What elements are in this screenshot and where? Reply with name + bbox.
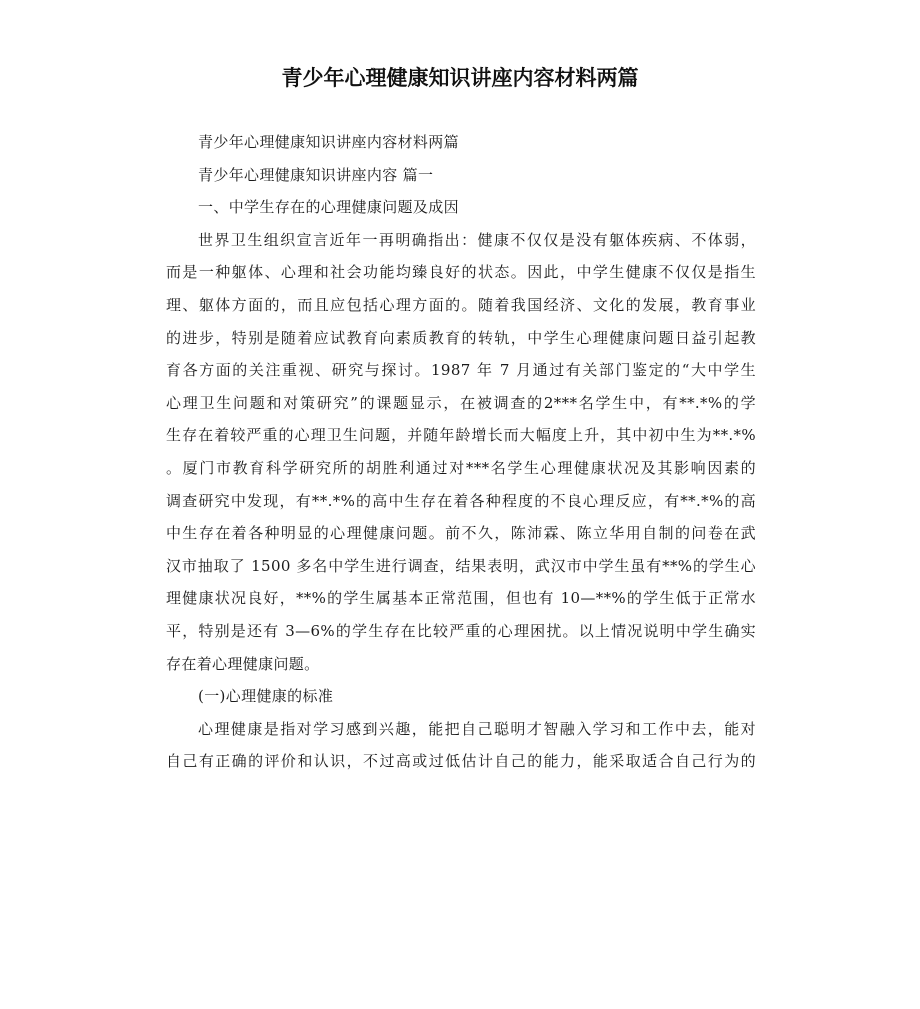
paragraph-line: 汉市抽取了 1500 多名中学生进行调查，结果表明，武汉市中学生虽有**%的学生心 <box>166 556 756 575</box>
paragraph-line: 育各方面的关注重视、研究与探讨。1987 年 7 月通过有关部门鉴定的“大中学生 <box>166 361 756 380</box>
paragraph-line: 中生存在着各种明显的心理健康问题。前不久，陈沛霖、陈立华用自制的问卷在武 <box>166 524 756 543</box>
subsection-heading: (一)心理健康的标准 <box>198 687 334 706</box>
paragraph-line: 理、躯体方面的，而且应包括心理方面的。随着我国经济、文化的发展，教育事业 <box>166 295 756 314</box>
paragraph-line: 平，特别是还有 3—6%的学生存在比较严重的心理困扰。以上情况说明中学生确实 <box>166 621 756 640</box>
paragraph-line: 世界卫生组织宣言近年一再明确指出：健康不仅仅是没有躯体疾病、不体弱， <box>198 230 756 249</box>
paragraph-line: 理健康状况良好，**%的学生属基本正常范围，但也有 10—**%的学生低于正常水 <box>166 589 756 608</box>
section-heading: 一、中学生存在的心理健康问题及成因 <box>198 198 459 217</box>
paragraph-line: 而是一种躯体、心理和社会功能均臻良好的状态。因此，中学生健康不仅仅是指生 <box>166 263 756 282</box>
document-body <box>166 126 756 778</box>
paragraph-line: 心理卫生问题和对策研究”的课题显示，在被调查的2***名学生中，有**.*%的学 <box>166 393 756 412</box>
paragraph-line: 存在着心理健康问题。 <box>166 654 320 673</box>
paragraph-line: 。厦门市教育科学研究所的胡胜利通过对***名学生心理健康状况及其影响因素的 <box>166 458 756 477</box>
paragraph-line: 心理健康是指对学习感到兴趣，能把自己聪明才智融入学习和工作中去，能对 <box>198 719 756 738</box>
document-title: 青少年心理健康知识讲座内容材料两篇 <box>281 66 639 90</box>
paragraph-line: 调查研究中发现，有**.*%的高中生存在着各种程度的不良心理反应，有**.*%的高 <box>166 491 756 510</box>
paragraph-line: 生存在着较严重的心理卫生问题，并随年龄增长而大幅度上升，其中初中生为**.*% <box>166 426 756 445</box>
subtitle-line: 青少年心理健康知识讲座内容材料两篇 <box>198 133 459 151</box>
section-heading: 青少年心理健康知识讲座内容 篇一 <box>198 165 434 184</box>
paragraph-line: 自己有正确的评价和认识，不过高或过低估计自己的能力，能采取适合自己行为的 <box>166 752 756 771</box>
paragraph-line: 的进步，特别是随着应试教育向素质教育的转轨，中学生心理健康问题日益引起教 <box>166 328 756 347</box>
